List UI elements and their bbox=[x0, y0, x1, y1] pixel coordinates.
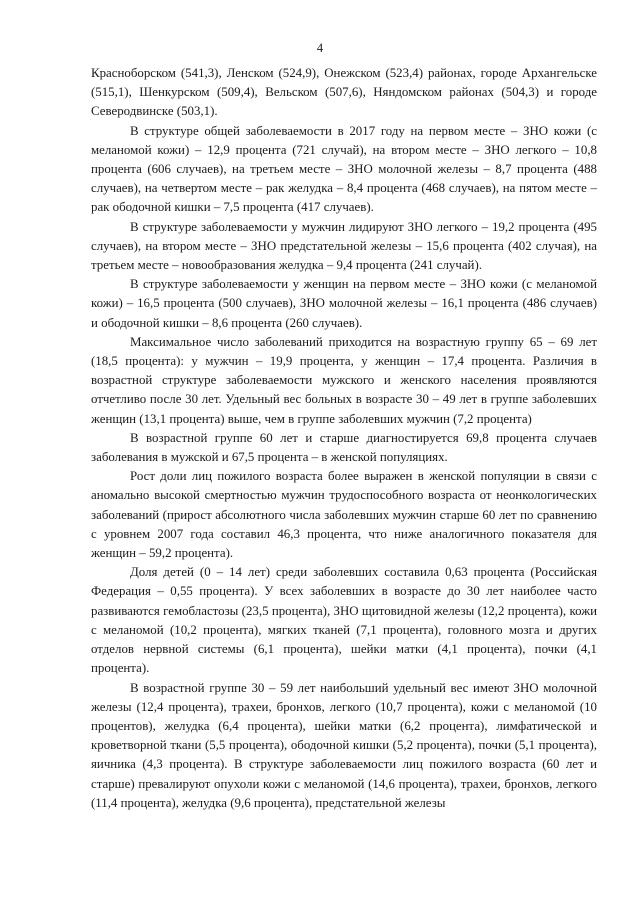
paragraph: В возрастной группе 30 – 59 лет наибольший удельный вес имеют ЗНО молочной железы (12,4 процента), трахеи, бронхов, легкого (10,7 процента), кожи с меланомой (10 процентов), желудка (6,4 процента), шейки матки (6,2 процента), лимфатической и кроветворной ткани (5,5 процента), ободочной кишки (5,2 процента), почки (5,1 процента), яичника (4,3 процента). В структуре заболеваемости лиц пожилого возраста (60 лет и старше) превалируют опухоли кожи с меланомой (14,6 процента), трахеи, бронхов, легкого (11,4 процента), желудка (9,6 процента), предстательной железы bbox=[91, 680, 597, 810]
paragraph: Доля детей (0 – 14 лет) среди заболевших составила 0,63 процента (Российская Федерация – 0,55 процента). У всех заболевших в возрасте до 30 лет наиболее часто развиваются гемобластозы (23,5 процента), ЗНО щитовидной железы (12,2 процента), кожи с меланомой (10,2 процента), мягких тканей (7,1 процента), головного мозга и других отделов нервной системы (6,1 процента), шейки матки (4,1 процента), почки (4,1 процента). bbox=[91, 565, 597, 676]
paragraph: В структуре заболеваемости у мужчин лидируют ЗНО легкого – 19,2 процента (495 случаев), на втором месте – ЗНО предстательной железы – 15,6 процента (402 случая), на третьем месте – новообразования желудка – 9,4 процента (241 случай). bbox=[91, 219, 597, 273]
page-number: 4 bbox=[316, 41, 324, 55]
paragraph: В структуре заболеваемости у женщин на первом месте – ЗНО кожи (с меланомой кожи) – 16,5 процента (500 случаев), ЗНО молочной железы – 16,1 процента (486 случаев) и ободочной кишки – 8,6 процента (260 случаев). bbox=[91, 277, 597, 330]
paragraph: Максимальное число заболеваний приходится на возрастную группу 65 – 69 лет (18,5 процента): у мужчин – 19,9 процента, у женщин – 17,4 процента. Различия в возрастной структуре заболеваемости мужского и женского населения проявляются отчетливо после 30 лет. Удельный вес больных в возрасте 30 – 49 лет в группе заболевших женщин (13,1 процента) выше, чем в группе заболевших мужчин (7,2 процента) bbox=[91, 334, 597, 426]
paragraph: В возрастной группе 60 лет и старше диагностируется 69,8 процента случаев заболевания в мужской и 67,5 процента – в женской популяциях. bbox=[91, 430, 597, 465]
document-body bbox=[91, 64, 597, 813]
paragraph: Рост доли лиц пожилого возраста более выражен в женской популяции в связи с аномально высокой смертностью мужчин трудоспособного возраста от неонкологических заболеваний (прирост абсолютного числа заболевших мужчин старше 60 лет по сравнению с уровнем 2007 года составил 46,3 процента, что ниже аналогичного показателя для женщин – 59,2 процента). bbox=[91, 469, 597, 561]
paragraph: В структуре общей заболеваемости в 2017 году на первом месте – ЗНО кожи (с меланомой кожи) – 12,9 процента (721 случай), на втором месте – ЗНО легкого – 10,8 процента (606 случаев), на третьем месте – ЗНО молочной железы – 8,7 процента (488 случаев), на четвертом месте – рак желудка – 8,4 процента (468 случаев), на пятом месте – рак ободочной кишки – 7,5 процента (417 случаев). bbox=[91, 123, 597, 215]
paragraph: Красноборском (541,3), Ленском (524,9), Онежском (523,4) районах, городе Архангельске (515,1), Шенкурском (509,4), Вельском (507,6), Няндомском районах (504,3) и городе Северодвинске (503,1). bbox=[91, 66, 597, 119]
